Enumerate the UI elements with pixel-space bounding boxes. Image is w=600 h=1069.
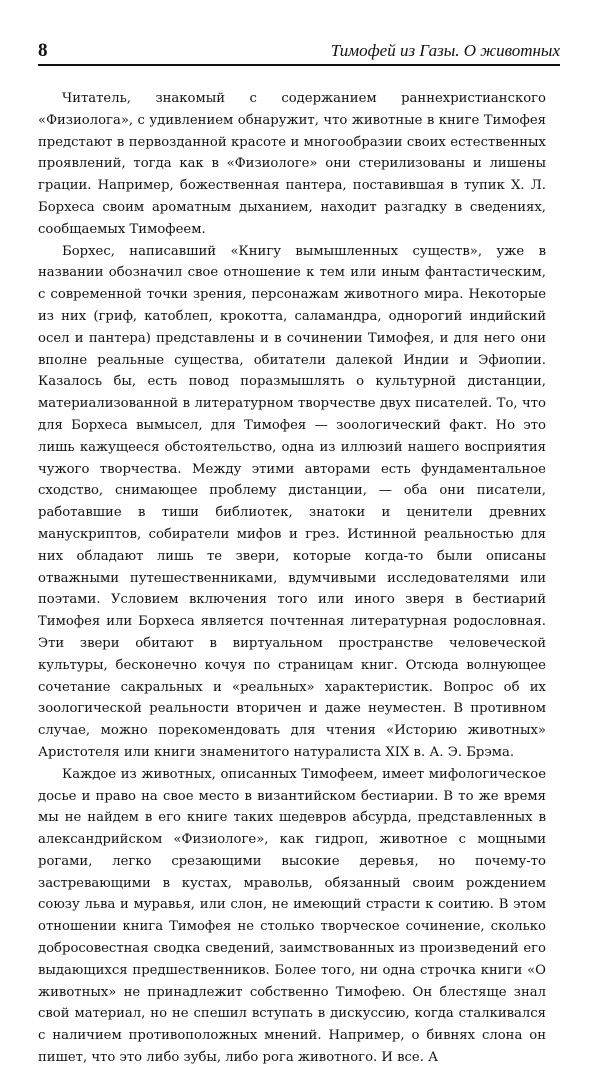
paragraph-3: Каждое из животных, описанных Тимофеем, имеет мифологическое досье и право на свое место в византийском бестиарии. В то же время мы не найдем в его книге таких шедевров абсурда, представленных в александрийском «Физиологе», как гидроп, животное с мощными рогами, легко срезающими высокие деревья, но почему-то застревающими в кустах, мравольв, обязанный своим рождением союзу льва и муравья, или слон, не имеющий страсти к соитию. В этом отношении книга Тимофея не столько творческое сочинение, сколько добросовестная сводка сведений, заимствованных из произведений его выдающихся предшественников. Более того, ни одна строчка книги «О животных» не принадлежит собственно Тимофею. Он блестяще знал свой материал, но не спешил вступать в дискуссию, когда сталкивался с наличием противоположных мнений. Например, о бивнях слона он пишет, что это либо зубы, либо рога животного. И все. А xyxy=(38,766,546,1066)
page-header xyxy=(38,39,560,65)
paragraph-1: Читатель, знакомый с содержанием раннехристианского «Физиолога», с удивлением обнаружит, что животные в книге Тимофея предстают в первозданной красоте и многообразии своих естественных проявлений, тогда как в «Физиологе» они стерилизованы и лишены грации. Например, божественная пантера, поставившая в тупик Х. Л. Борхеса своим ароматным дыханием, находит разгадку в сведениях, сообщаемых Тимофеем. xyxy=(38,91,546,237)
body-text xyxy=(38,88,546,1069)
running-title: Тимофей из Газы. О животных xyxy=(330,41,560,60)
page-number: 8 xyxy=(38,40,48,61)
paragraph-2: Борхес, написавший «Книгу вымышленных существ», уже в названии обозначил свое отношение к тем или иным фантастическим, с современной точки зрения, персонажам животного мира. Некоторые из них (гриф, катоблеп, крокотта, саламандра, однорогий индийский осел и пантера) представлены и в сочинении Тимофея, и для него они вполне реальные существа, обитатели далекой Индии и Эфиопии. Казалось бы, есть повод поразмышлять о культурной дистанции, материализованной в литературном творчестве двух писателей. То, что для Борхеса вымысел, для Тимофея — зоологический факт. Но это лишь кажущееся обстоятельство, одна из иллюзий нашего восприятия чужого творчества. Между этими авторами есть фундаментальное сходство, снимающее проблему дистанции, — оба они писатели, работавшие в тиши библиотек, знатоки и ценители древних манускриптов, собиратели мифов и грез. Истинной реальностью для них обладают лишь те звери, которые когда-то были описаны отважными путешественниками, вдумчивыми исследователями или поэтами. Условием включения того или иного зверя в бестиарий Тимофея или Борхеса является почтенная литературная родословная. Эти звери обитают в виртуальном пространстве человеческой культуры, бесконечно кочуя по страницам книг. Отсюда волнующее сочетание сакральных и «реальных» характеристик. Вопрос об их зоологической реальности вторичен и даже неуместен. В противном случае, можно порекомендовать для чтения «Историю животных» Аристотеля или книги знаменитого натуралиста XIX в. А. Э. Брэма. xyxy=(38,243,546,760)
header-rule xyxy=(38,64,560,66)
